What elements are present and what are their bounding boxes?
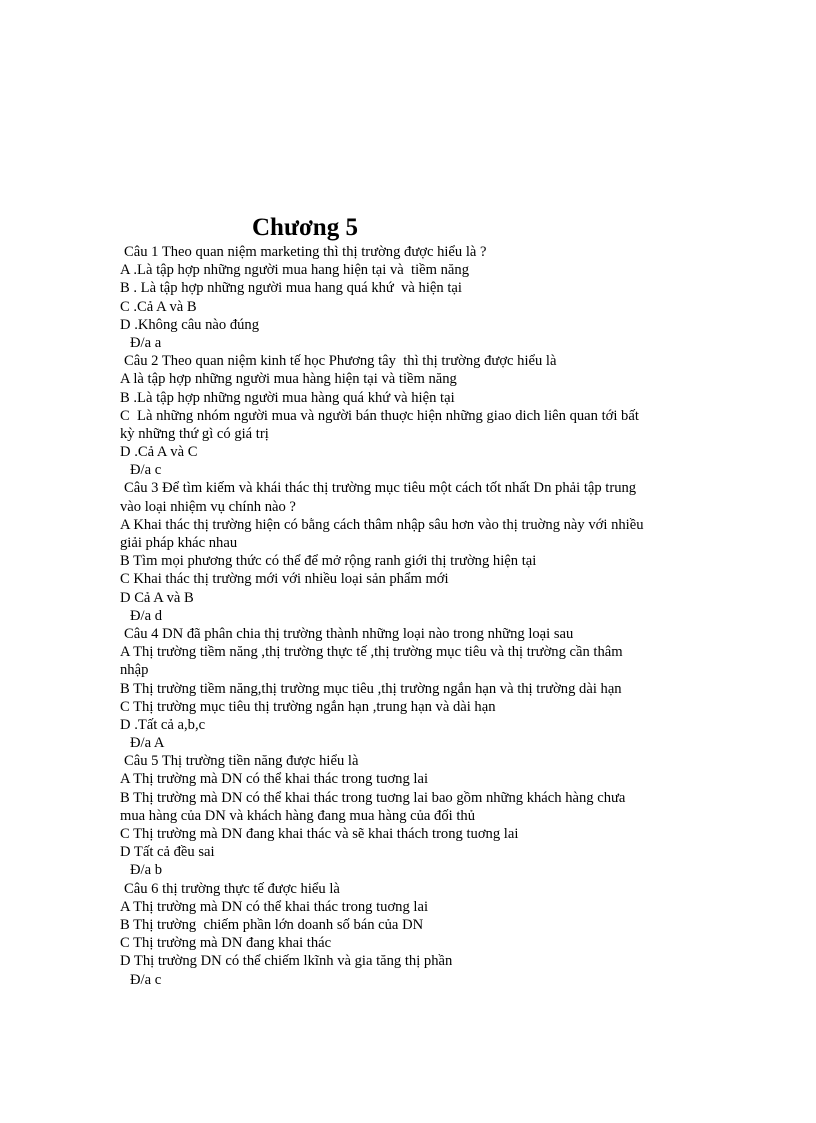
document-body: [120, 243, 720, 989]
option-line: B Tìm mọi phương thức có thể để mở rộng ranh giới thị trường hiện tại: [120, 553, 537, 570]
answer-line: Đ/a c: [130, 462, 162, 479]
option-line: kỳ những thứ gì có giá trị: [120, 425, 269, 442]
option-line: D Cả A và B: [120, 589, 194, 606]
chapter-title: Chương 5: [252, 214, 358, 241]
option-line: D Thị trường DN có thể chiếm lkĩnh và gia tăng thị phần: [120, 953, 453, 970]
answer-line: Đ/a d: [130, 607, 163, 624]
option-line: B Thị trường tiềm năng,thị trường mục tiêu ,thị trường ngắn hạn và thị trường dài hạn: [120, 680, 622, 697]
option-line: C Thị trường mà DN đang khai thác: [120, 935, 332, 952]
question-line: Câu 2 Theo quan niệm kinh tế học Phương tây thì thị trường được hiểu là: [124, 353, 557, 370]
answer-line: Đ/a A: [130, 735, 165, 752]
option-line: vào loại nhiệm vụ chính nào ?: [120, 498, 296, 515]
option-line: B . Là tập hợp những người mua hang quá khứ và hiện tại: [120, 280, 462, 297]
option-line: A Thị trường mà DN có thể khai thác trong tuơng lai: [120, 898, 429, 915]
question-line: Câu 3 Để tìm kiếm và khái thác thị trường mục tiêu một cách tốt nhất Dn phải tập trung: [124, 480, 637, 497]
option-line: A Khai thác thị trường hiện có bằng cách thâm nhập sâu hơn vào thị truờng này với nhiều: [120, 516, 644, 533]
answer-line: Đ/a b: [130, 862, 163, 879]
option-line: A Thị trường tiềm năng ,thị trường thực tế ,thị trường mục tiêu và thị trường cần thâm: [120, 644, 623, 661]
option-line: giải pháp khác nhau: [120, 535, 238, 551]
option-line: B Thị trường mà DN có thể khai thác trong tuơng lai bao gồm những khách hàng chưa: [120, 789, 626, 806]
answer-line: Đ/a a: [130, 334, 162, 351]
option-line: D Tất cả đều sai: [120, 844, 215, 861]
question-line: Câu 1 Theo quan niệm marketing thì thị trường được hiểu là ?: [124, 244, 487, 260]
answer-line: Đ/a c: [130, 971, 162, 988]
option-line: A Thị trường mà DN có thể khai thác trong tuơng lai: [120, 771, 429, 788]
option-line: D .Tất cả a,b,c: [120, 716, 206, 733]
option-line: C Khai thác thị trường mới với nhiều loại sản phẩm mới: [120, 571, 449, 588]
option-line: C Thị trường mục tiêu thị trường ngắn hạn ,trung hạn và dài hạn: [120, 698, 496, 715]
option-line: D .Không câu nào đúng: [120, 316, 260, 333]
option-line: C Thị trường mà DN đang khai thác và sẽ khai thách trong tuơng lai: [120, 826, 519, 842]
option-line: D .Cả A và C: [120, 444, 198, 461]
option-line: B Thị trường chiếm phần lớn doanh số bán của DN: [120, 916, 424, 933]
option-line: A .Là tập hợp những người mua hang hiện tại và tiềm năng: [120, 262, 470, 279]
option-line: nhập: [120, 662, 149, 679]
option-line: C .Cả A và B: [120, 298, 197, 315]
option-line: B .Là tập hợp những người mua hàng quá khứ và hiện tại: [120, 389, 455, 406]
question-line: Câu 4 DN đã phân chia thị trường thành những loại nào trong những loại sau: [124, 625, 574, 642]
question-line: Câu 6 thị trường thực tế được hiểu là: [124, 880, 340, 897]
question-line: Câu 5 Thị trường tiền năng được hiểu là: [124, 753, 359, 770]
option-line: mua hàng của DN và khách hàng đang mua hàng của đối thủ: [120, 807, 476, 824]
option-line: C Là những nhóm người mua và người bán thuợc hiện những giao dich liên quan tới bất: [120, 407, 639, 424]
option-line: A là tập hợp những người mua hàng hiện tại và tiềm năng: [120, 371, 457, 388]
